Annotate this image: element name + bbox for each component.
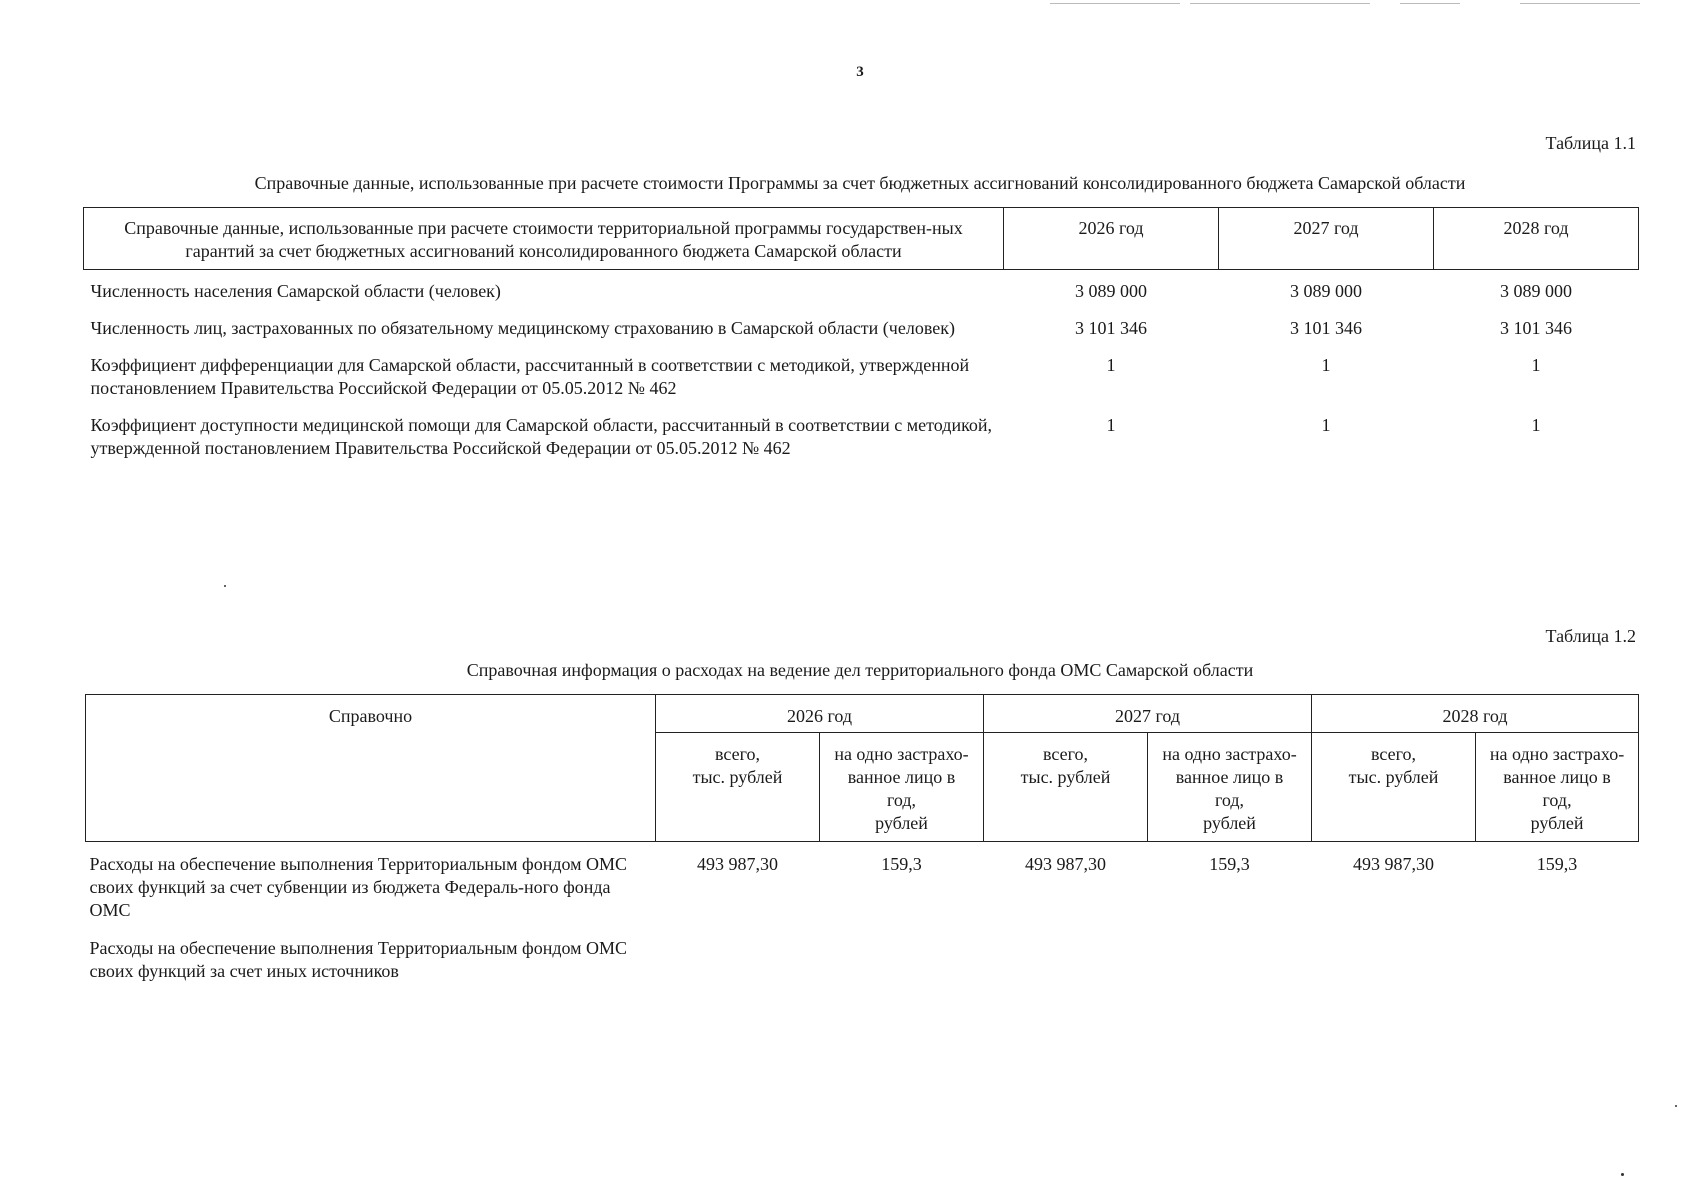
table1-header-row — [84, 208, 1639, 270]
table2-label: Таблица 1.2 — [1545, 626, 1636, 646]
cell-value: 3 089 000 — [1290, 281, 1362, 301]
cell-value: 1 — [1106, 355, 1116, 375]
table2-header-desc: Справочно — [86, 695, 656, 842]
table-row — [84, 404, 1639, 464]
scan-line — [1190, 3, 1370, 4]
cell-value: 1 — [1321, 415, 1331, 435]
table2-title: Справочная информация о расходах на ведение дел территориального фонда ОМС Самарской области — [466, 660, 1254, 680]
row-label: Коэффициент доступности медицинской помощи для Самарской области, рассчитанный в соответствии с методикой, утвержденной постановлением Правительства Российской Федерации от 05.05.2012 № 462 — [90, 415, 993, 458]
page-number: 3 — [856, 64, 864, 80]
subheader-total: всего, тыс. рублей — [656, 733, 820, 842]
table2-header-row — [86, 695, 1639, 733]
subheader-per-person: на одно застрахо- ванное лицо в год, рублей — [1148, 733, 1312, 842]
row-label: Численность лиц, застрахованных по обязательному медицинскому страхованию в Самарской области (человек) — [90, 318, 955, 338]
table1-header-2027: 2027 год — [1219, 208, 1434, 270]
cell-value: 493 987,30 — [697, 854, 778, 874]
table1-label: Таблица 1.1 — [1545, 133, 1636, 153]
subheader-total: всего, тыс. рублей — [1312, 733, 1476, 842]
cell-value: 1 — [1531, 415, 1541, 435]
row-label: Расходы на обеспечение выполнения Территориальным фондом ОМС своих функций за счет иных источников — [89, 938, 628, 981]
subheader-per-person: на одно застрахо- ванное лицо в год, рублей — [1476, 733, 1639, 842]
cell-value — [1148, 926, 1312, 987]
table2-header-2026: 2026 год — [656, 695, 984, 733]
table2-header-2027: 2027 год — [984, 695, 1312, 733]
cell-value: 1 — [1321, 355, 1331, 375]
table-row — [84, 344, 1639, 404]
scan-line — [1050, 3, 1180, 4]
scan-line — [1520, 3, 1640, 4]
cell-value: 1 — [1106, 415, 1116, 435]
cell-value: 1 — [1531, 355, 1541, 375]
table1-header-desc: Справочные данные, использованные при расчете стоимости территориальной программы государствен-ных гарантий за счет бюджетных ассигнований консолидированного бюджета Самарской области — [84, 208, 1004, 270]
scan-speck — [1621, 1173, 1624, 1176]
table1-header-2026: 2026 год — [1004, 208, 1219, 270]
cell-value — [984, 926, 1148, 987]
cell-value: 3 089 000 — [1500, 281, 1572, 301]
cell-value: 159,3 — [1209, 854, 1250, 874]
table1 — [83, 207, 1639, 464]
scan-speck — [224, 585, 226, 587]
cell-value — [1312, 926, 1476, 987]
subheader-per-person: на одно застрахо- ванное лицо в год, рублей — [820, 733, 984, 842]
cell-value — [1476, 926, 1639, 987]
subheader-total: всего, тыс. рублей — [984, 733, 1148, 842]
table2-header-2028: 2028 год — [1312, 695, 1639, 733]
cell-value: 3 101 346 — [1075, 318, 1147, 338]
row-label: Расходы на обеспечение выполнения Территориальным фондом ОМС своих функций за счет субвенции из бюджета Федераль-ного фонда ОМС — [89, 854, 628, 920]
cell-value: 3 101 346 — [1290, 318, 1362, 338]
cell-value: 3 101 346 — [1500, 318, 1572, 338]
cell-value: 159,3 — [881, 854, 922, 874]
row-label: Коэффициент дифференциации для Самарской области, рассчитанный в соответствии с методикой, утвержденной постановлением Правительства Российской Федерации от 05.05.2012 № 462 — [90, 355, 970, 398]
table-row — [84, 270, 1639, 308]
table-row — [84, 307, 1639, 344]
table-row — [86, 926, 1639, 987]
cell-value: 493 987,30 — [1353, 854, 1435, 874]
scan-speck — [1675, 1105, 1677, 1107]
cell-value — [820, 926, 984, 987]
cell-value: 159,3 — [1536, 854, 1578, 874]
scan-line — [1400, 3, 1460, 4]
row-label: Численность населения Самарской области (человек) — [90, 281, 501, 301]
table2 — [85, 694, 1639, 987]
cell-value — [656, 926, 820, 987]
table1-header-2028: 2028 год — [1434, 208, 1639, 270]
cell-value: 3 089 000 — [1075, 281, 1147, 301]
cell-value: 493 987,30 — [1025, 854, 1107, 874]
table1-title: Справочные данные, использованные при расчете стоимости Программы за счет бюджетных ассигнований консолидированного бюджета Самарской области — [254, 173, 1466, 193]
table-row — [86, 842, 1639, 927]
